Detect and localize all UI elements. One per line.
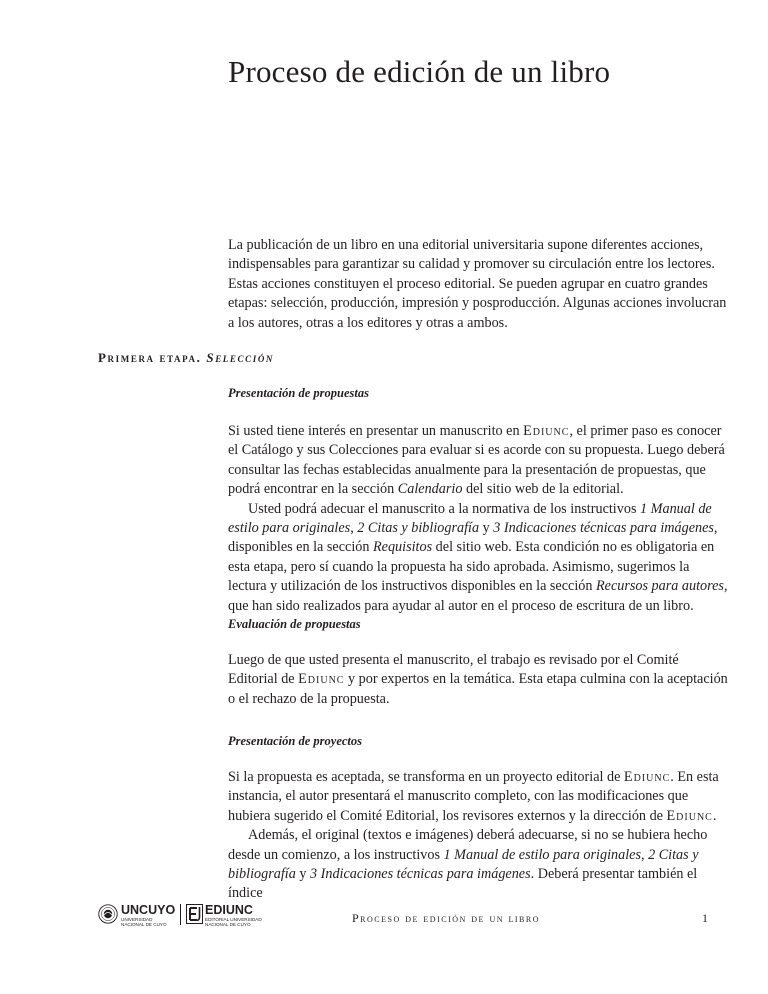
section-name: Selección [206, 350, 275, 365]
ediunc-name: Ediunc [666, 807, 713, 824]
manual-ref: 1 Manual de estilo para originales [228, 500, 712, 537]
calendario-ref: Calendario [397, 481, 463, 498]
paragraph: Si usted tiene interés en presentar un manuscrito en Ediunc, el primer paso es conocer el Catálogo y sus Colecciones para evaluar si es acorde con su propuesta. Luego deberá consultar las fechas establecidas anualmente para la presentación de propuestas, que podrá encontrar en la sección Calendario del sitio web de la editorial. [228, 423, 725, 498]
section-heading [98, 350, 274, 366]
footer-logos [98, 903, 268, 931]
uncuyo-seal-icon [98, 904, 118, 924]
subheading-presentacion-propuestas: Presentación de propuestas [228, 386, 369, 400]
section-label: Primera etapa. [98, 350, 202, 365]
paragraph: Si la propuesta es aceptada, se transforma en un proyecto editorial de Ediunc. En esta instancia, el autor presentará el manuscrito completo, con las modificaciones que hubiera sugerido el Comité Editorial, los revisores externos y la dirección de Ediunc. [228, 769, 719, 824]
uncuyo-subtitle: UNIVERSIDAD NACIONAL DE CUYO [121, 917, 167, 928]
recursos-ref: Recursos para autores [596, 578, 724, 595]
paragraph: Luego de que usted presenta el manuscrito, el trabajo es revisado por el Comité Editorial de Ediunc y por expertos en la temática. Esta etapa culmina con la aceptación o el rechazo de la propuesta. [228, 652, 728, 707]
running-title: Proceso de edición de un libro [352, 911, 541, 925]
ediunc-subtitle: EDITORIAL UNIVERSIDAD NACIONAL DE CUYO [205, 917, 262, 928]
intro-text: La publicación de un libro en una editorial universitaria supone diferentes acciones, indispensables para garantizar su calidad y promover su circulación entre los lectores. Estas acciones constituyen el proceso editorial. Se pueden agrupar en cuatro grandes etapas: selección, producción, impresión y posproducción. Algunas acciones involucran a los autores, otras a los editores y otras a ambos. [228, 237, 727, 331]
ediunc-logo-icon [186, 904, 203, 924]
subheading-presentacion-proyectos: Presentación de proyectos [228, 734, 363, 748]
ediunc-name: Ediunc [298, 671, 345, 688]
citas-ref: 2 Citas y bibliografía [357, 520, 480, 537]
paragraph: Además, el original (textos e imágenes) deberá adecuarse, si no se hubiera hecho desde un comienzo, a los instructivos 1 Manual de estilo para originales, 2 Citas y bibliografía y 3 Indicaciones técnicas para imágenes. Deberá presentar también el índice [228, 827, 708, 902]
uncuyo-name: UNCUYO [121, 903, 176, 917]
subheading-evaluacion-propuestas: Evaluación de propuestas [228, 617, 361, 631]
presentacion-propuestas-body [228, 422, 728, 616]
logo-divider [180, 904, 181, 925]
evaluacion-propuestas-body [228, 651, 728, 709]
requisitos-ref: Requisitos [373, 539, 433, 556]
page-number: 1 [702, 911, 708, 925]
indicaciones-ref: 3 Indicaciones técnicas para imágenes [309, 866, 531, 883]
ediunc-name: Ediunc [623, 769, 671, 785]
paragraph: Usted podrá adecuar el manuscrito a la normativa de los instructivos 1 Manual de estilo para originales, 2 Citas y bibliografía y 3 Indicaciones técnicas para imágenes, disponibles en la sección Requisitos del sitio web. Esta condición no es obligatoria en esta etapa, pero sí cuando la propuesta ha sido aprobada. Asimismo, sugerimos la lectura y utilización de los instructivos disponibles en la sección Recursos para autores, que han sido realizados para ayudar al autor en el proceso de escritura de un libro. [228, 500, 728, 614]
indicaciones-ref: 3 Indicaciones técnicas para imágenes [493, 520, 714, 537]
ediunc-name-logo: EDIUNC [205, 903, 253, 917]
citas-ref: 2 Citas y bibliografía [228, 846, 699, 883]
presentacion-proyectos-body [228, 768, 728, 904]
manual-ref: 1 Manual de estilo para originales [443, 846, 641, 863]
ediunc-name: Ediunc [523, 423, 570, 439]
page-title: Proceso de edición de un libro [228, 54, 611, 89]
intro-paragraph [228, 236, 728, 333]
